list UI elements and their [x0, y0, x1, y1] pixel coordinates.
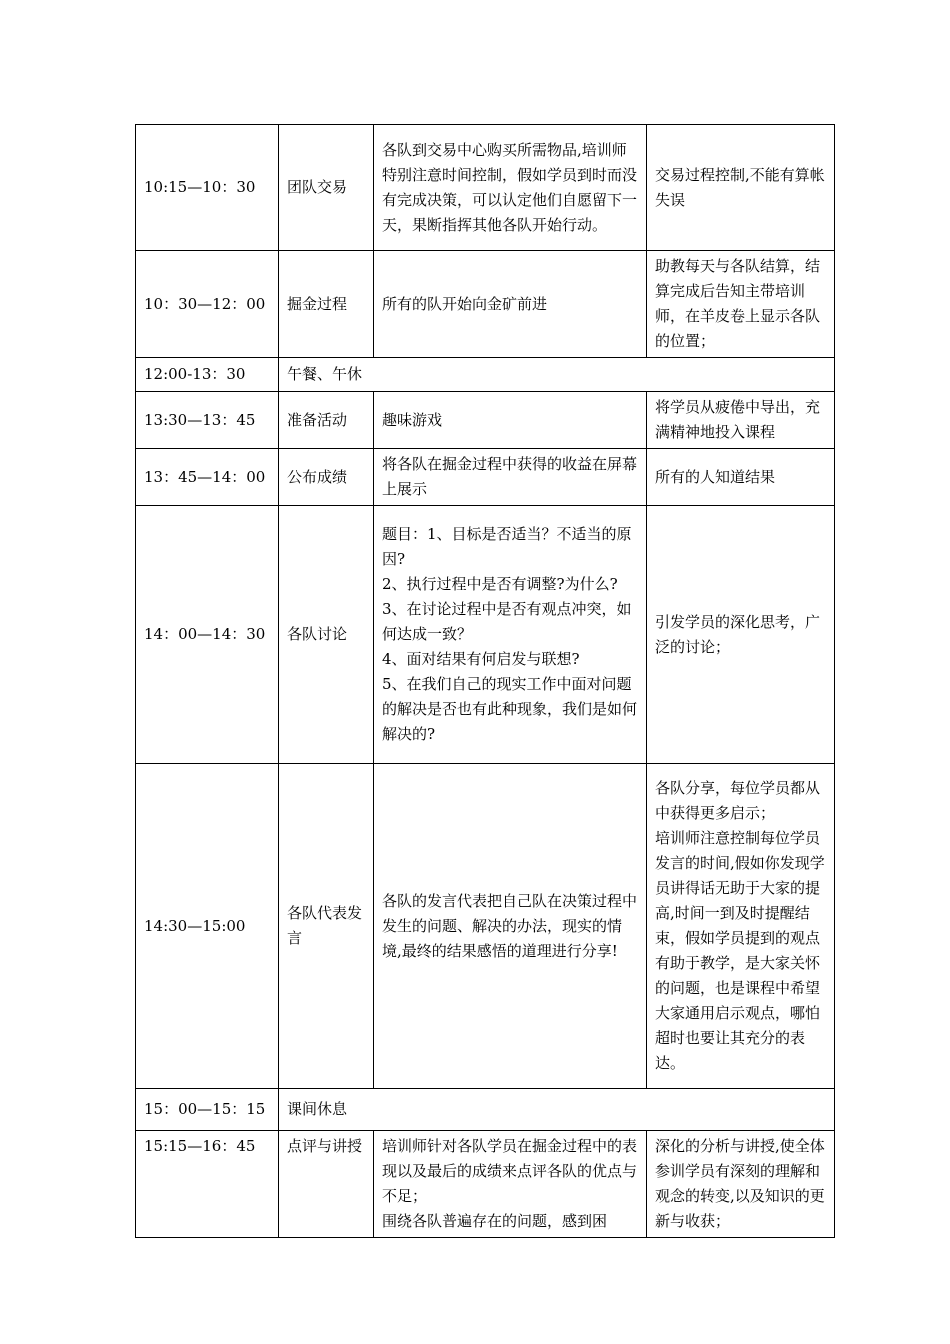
content-text: 3、在讨论过程中是否有观点冲突，如何达成一致？	[382, 600, 632, 643]
table-row	[136, 125, 835, 251]
content-cell	[374, 392, 647, 449]
content-text: 培训师针对各队学员在掘金过程中的表现以及最后的成绩来点评各队的优点与不足；	[382, 1137, 638, 1205]
content-cell	[374, 506, 647, 764]
content-cell	[374, 449, 647, 506]
note-text: 各队分享，每位学员都从中获得更多启示；	[655, 779, 821, 822]
note-text: 引发学员的深化思考，广泛的讨论；	[655, 612, 821, 656]
note-cell	[647, 764, 835, 1089]
activity-cell: 午餐、午休	[279, 358, 835, 392]
content-text: 围绕各队普遍存在的问题，感到困	[382, 1212, 608, 1230]
content-cell	[374, 125, 647, 251]
note-text: 深化的分析与讲授,使全体参训学员有深刻的理解和观念的转变,以及知识的更新与收获；	[655, 1137, 825, 1230]
content-text: 5、在我们自己的现实工作中面对问题的解决是否也有此种现象，我们是如何解决的?	[382, 675, 638, 743]
content-text: 题目：1、目标是否适当？不适当的原因?	[382, 525, 632, 568]
schedule-table	[135, 124, 835, 1238]
schedule-body	[136, 125, 835, 1238]
time-cell: 15:15—16：45	[136, 1131, 279, 1238]
content-text: 所有的队开始向金矿前进	[382, 294, 548, 313]
note-text: 将学员从疲倦中导出，充满精神地投入课程	[655, 398, 821, 441]
activity-cell: 准备活动	[279, 392, 374, 449]
table-row	[136, 764, 835, 1089]
content-text: 趣味游戏	[382, 410, 443, 429]
table-row	[136, 251, 835, 358]
activity-cell: 公布成绩	[279, 449, 374, 506]
content-cell	[374, 1131, 647, 1238]
table-row	[136, 506, 835, 764]
note-text: 助教每天与各队结算，结算完成后告知主带培训师，在羊皮卷上显示各队的位置；	[655, 257, 821, 350]
table-row	[136, 1089, 835, 1131]
content-cell	[374, 251, 647, 358]
content-text: 将各队在掘金过程中获得的收益在屏幕上展示	[382, 455, 638, 498]
table-row	[136, 449, 835, 506]
note-text: 交易过程控制,不能有算帐失误	[655, 165, 825, 209]
activity-cell: 点评与讲授	[279, 1131, 374, 1238]
activity-cell: 各队讨论	[279, 506, 374, 764]
table-row	[136, 1131, 835, 1238]
time-cell: 13:30—13：45	[136, 392, 279, 449]
content-text: 各队到交易中心购买所需物品,培训师特别注意时间控制，假如学员到时而没有完成决策，可以认定他们自愿留下一天，果断指挥其他各队开始行动。	[382, 140, 638, 234]
content-cell	[374, 764, 647, 1089]
note-cell	[647, 392, 835, 449]
note-text: 所有的人知道结果	[655, 467, 776, 486]
activity-cell: 各队代表发言	[279, 764, 374, 1089]
time-cell: 13：45—14：00	[136, 449, 279, 506]
time-cell: 14：00—14：30	[136, 506, 279, 764]
time-cell: 12:00-13：30	[136, 358, 279, 392]
table-row	[136, 392, 835, 449]
note-cell	[647, 251, 835, 358]
content-text: 4、面对结果有何启发与联想?	[382, 650, 580, 668]
table-row	[136, 358, 835, 392]
time-cell: 15：00—15：15	[136, 1089, 279, 1131]
note-text: 培训师注意控制每位学员发言的时间,假如你发现学员讲得话无助于大家的提高,时间一到及时提醒结束，假如学员提到的观点有助于教学，是大家关怀的问题，也是课程中希望大家通用启示观点，哪怕超时也要让其充分的表达。	[655, 829, 825, 1072]
time-cell: 10：30—12：00	[136, 251, 279, 358]
activity-cell: 团队交易	[279, 125, 374, 251]
note-cell	[647, 506, 835, 764]
time-cell: 10:15—10：30	[136, 125, 279, 251]
note-cell	[647, 125, 835, 251]
activity-cell: 课间休息	[279, 1089, 835, 1131]
note-cell	[647, 1131, 835, 1238]
activity-cell: 掘金过程	[279, 251, 374, 358]
note-cell	[647, 449, 835, 506]
content-text: 2、执行过程中是否有调整?为什么?	[382, 575, 618, 593]
time-cell: 14:30—15:00	[136, 764, 279, 1089]
content-text: 各队的发言代表把自己队在决策过程中发生的问题、解决的办法，现实的情境,最终的结果感悟的道理进行分享!	[382, 891, 638, 960]
